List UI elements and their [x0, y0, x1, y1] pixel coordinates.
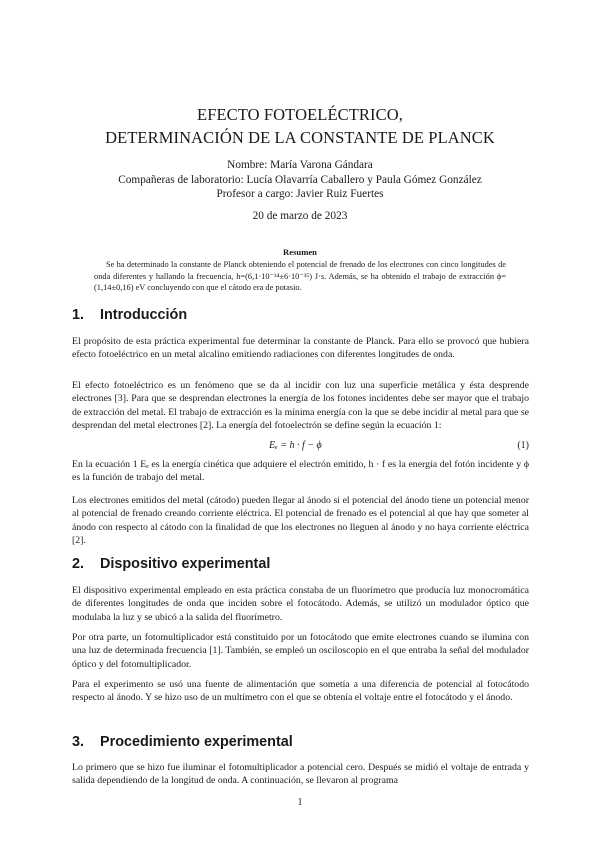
- equation-tag: (1): [517, 440, 529, 451]
- paragraph: En la ecuación 1 Eₑ es la energía cinética que adquiere el electrón emitido, h · f es la energía del fotón incidente y ϕ es la función de trabajo del metal.: [72, 459, 529, 484]
- paragraph: Los electrones emitidos del metal (cátodo) pueden llegar al ánodo si el potencial del ánodo tiene un potencial menor al potencial de frenado creando corriente eléctrica. El potencial de frenado es el potencial al que hay que someter al ánodo con respecto al cátodo con la finalidad de que los electrones no lleguen al ánodo y no haya corriente eléctrica [2].: [72, 495, 529, 546]
- teacher: Profesor a cargo: Javier Ruiz Fuertes: [216, 188, 384, 200]
- paragraph: Para el experimento se usó una fuente de alimentación que sometía a una diferencia de potencial al fotocátodo respecto al ánodo. Y se hizo uso de un multímetro con el que se obtenía el voltaje entre el fotocátodo y el ánodo.: [72, 679, 529, 704]
- author-name: Nombre: María Varona Gándara: [227, 159, 373, 171]
- section-number: 3.: [72, 734, 85, 750]
- section-number: 2.: [72, 556, 85, 572]
- lab-partners: Compañeras de laboratorio: Lucía Olavarría Caballero y Paula Gómez González: [118, 173, 482, 186]
- section-number: 1.: [72, 307, 85, 323]
- section-title: Procedimiento experimental: [100, 734, 293, 750]
- paragraph: El dispositivo experimental empleado en esta práctica constaba de un fluorímetro que producía luz monocromática de diferentes longitudes de onda que inciden sobre el fotocátodo. Además, se utilizó un modulador óptico que modulaba la luz y se ubicó a la salida del fluorímetro.: [72, 585, 529, 623]
- paragraph: Lo primero que se hizo fue iluminar el fotomultiplicador a potencial cero. Después se midió el voltaje de entrada y salida dependiendo de la longitud de onda. A continuación, se llevaron al programa: [72, 762, 529, 787]
- paragraph: El propósito de esta práctica experimental fue determinar la constante de Planck. Para ello se provocó que hubiera efecto fotoeléctrico en un metal alcalino emitiendo radiaciones con diferentes longitudes de onda.: [72, 336, 529, 361]
- paper-title: [60, 103, 540, 149]
- abstract-heading: Resumen: [283, 247, 317, 257]
- equation-expression: Eₑ = h · f − ϕ: [269, 440, 322, 451]
- section-title: Introducción: [100, 307, 188, 323]
- section-heading-procedimiento-experimental: [72, 734, 293, 750]
- paragraph: El efecto fotoeléctrico es un fenómeno que se da al incidir con luz una superficie metálica y ésta desprende electrones [3]. Para que se desprendan electrones la energía de los fotones incidentes debe ser mayor que el trabajo de extracción del metal. El trabajo de extracción es la mínima energía con la que se debe incidir al metal para que se desprendan del metal electrones [2]. La energía del fotoelectrón se define según la ecuación 1:: [72, 380, 529, 431]
- title-line-2: DETERMINACIÓN DE LA CONSTANTE DE PLANCK: [105, 128, 495, 147]
- section-heading-dispositivo-experimental: [72, 556, 270, 572]
- author-block: [60, 158, 540, 202]
- section-heading-introduccion: [72, 307, 187, 323]
- page-number: 1: [297, 797, 303, 808]
- paper-date: 20 de marzo de 2023: [252, 210, 348, 222]
- paragraph: Por otra parte, un fotomultiplicador está constituido por un fotocátodo que emite electrones cuando se ilumina con una luz de determinada frecuencia [1]. También, se empleó un osciloscopio en el que entraba la señal del modulador óptico y del fotomultiplicador.: [72, 632, 529, 670]
- section-title: Dispositivo experimental: [100, 556, 271, 572]
- abstract-text: Se ha determinado la constante de Planck obteniendo el potencial de frenado de los electrones con cinco longitudes de onda diferentes y hallando la frecuencia, h=(6,1·10⁻³⁴±6·10⁻³⁵) J·s. Además, se ha obtenido el trabajo de extracción ϕ=(1,14±0,16) eV concluyendo con que el cátodo era de potasio.: [94, 260, 506, 293]
- title-line-1: EFECTO FOTOELÉCTRICO,: [197, 105, 403, 124]
